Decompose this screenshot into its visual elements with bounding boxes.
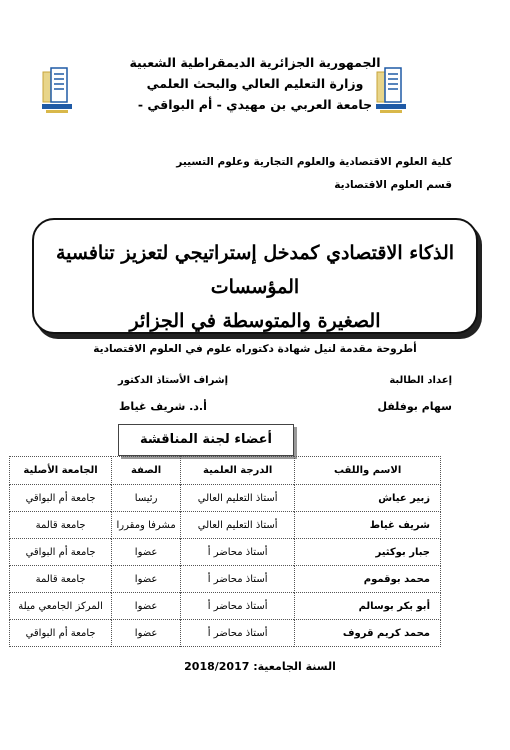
table-row bbox=[10, 593, 441, 620]
member-name: زبير عياش bbox=[295, 485, 441, 512]
member-university: جامعة أم البواقي bbox=[10, 539, 112, 566]
header-degree: الدرجة العلمية bbox=[181, 457, 295, 485]
table-row bbox=[10, 512, 441, 539]
thesis-title-box bbox=[32, 218, 478, 334]
member-university: جامعة قالمة bbox=[10, 512, 112, 539]
member-name: شريف غياط bbox=[295, 512, 441, 539]
committee-table bbox=[9, 456, 441, 647]
header-role: الصفة bbox=[112, 457, 181, 485]
member-name: محمد بوقموم bbox=[295, 566, 441, 593]
thesis-title-line-2: الصغيرة والمتوسطة في الجزائر bbox=[129, 310, 381, 332]
member-degree: أستاذ محاضر أ bbox=[181, 620, 295, 647]
member-university: المركز الجامعي ميلة bbox=[10, 593, 112, 620]
academic-year-label: السنة الجامعية: bbox=[253, 660, 336, 673]
member-name: جبار بوكثير bbox=[295, 539, 441, 566]
table-row bbox=[10, 566, 441, 593]
committee-title: أعضاء لجنة المناقشة bbox=[118, 424, 294, 456]
university-logo-left-icon bbox=[40, 66, 74, 114]
supervisor-label: إشراف الأستاذ الدكتور bbox=[118, 375, 229, 386]
ministry-name: وزارة التعليم العالي والبحث العلمي bbox=[146, 76, 364, 91]
faculty-block bbox=[176, 151, 452, 197]
member-university: جامعة أم البواقي bbox=[10, 485, 112, 512]
table-row bbox=[10, 620, 441, 647]
table-row bbox=[10, 539, 441, 566]
university-name: جامعة العربي بن مهيدي - أم البواقي - bbox=[137, 97, 373, 112]
member-university: جامعة أم البواقي bbox=[10, 620, 112, 647]
member-university: جامعة قالمة bbox=[10, 566, 112, 593]
member-role: مشرفا ومقررا bbox=[112, 512, 181, 539]
academic-year bbox=[150, 660, 370, 673]
student-name: سهام بوفلفل bbox=[377, 400, 452, 413]
member-degree: أستاذ التعليم العالي bbox=[181, 512, 295, 539]
thesis-degree-note: أطروحة مقدمة لنيل شهادة دكتوراه علوم في العلوم الاقتصادية bbox=[93, 343, 417, 355]
member-degree: أستاذ محاضر أ bbox=[181, 539, 295, 566]
member-role: رئيسا bbox=[112, 485, 181, 512]
member-degree: أستاذ محاضر أ bbox=[181, 566, 295, 593]
member-name: أبو بكر بوسالم bbox=[295, 593, 441, 620]
department-name: قسم العلوم الاقتصادية bbox=[334, 179, 452, 191]
member-role: عضوا bbox=[112, 566, 181, 593]
supervisor-name: أ.د. شريف غياط bbox=[119, 400, 207, 413]
table-row bbox=[10, 485, 441, 512]
academic-year-value: 2018/2017 bbox=[184, 660, 250, 673]
member-degree: أستاذ التعليم العالي bbox=[181, 485, 295, 512]
table-header-row bbox=[10, 457, 441, 485]
member-degree: أستاذ محاضر أ bbox=[181, 593, 295, 620]
member-role: عضوا bbox=[112, 620, 181, 647]
thesis-title bbox=[42, 236, 468, 338]
institution-header bbox=[120, 52, 390, 115]
member-role: عضوا bbox=[112, 539, 181, 566]
prepared-by-label: إعداد الطالبة bbox=[389, 375, 452, 386]
thesis-title-line-1: الذكاء الاقتصادي كمدخل إستراتيجي لتعزيز تنافسية المؤسسات bbox=[55, 242, 455, 298]
faculty-name: كلية العلوم الاقتصادية والعلوم التجارية وعلوم التسيير bbox=[176, 156, 452, 168]
member-name: محمد كريم قروف bbox=[295, 620, 441, 647]
header-name: الاسم واللقب bbox=[295, 457, 441, 485]
republic-name: الجمهورية الجزائرية الديمقراطية الشعبية bbox=[129, 55, 381, 70]
member-role: عضوا bbox=[112, 593, 181, 620]
header-university: الجامعة الأصلية bbox=[10, 457, 112, 485]
